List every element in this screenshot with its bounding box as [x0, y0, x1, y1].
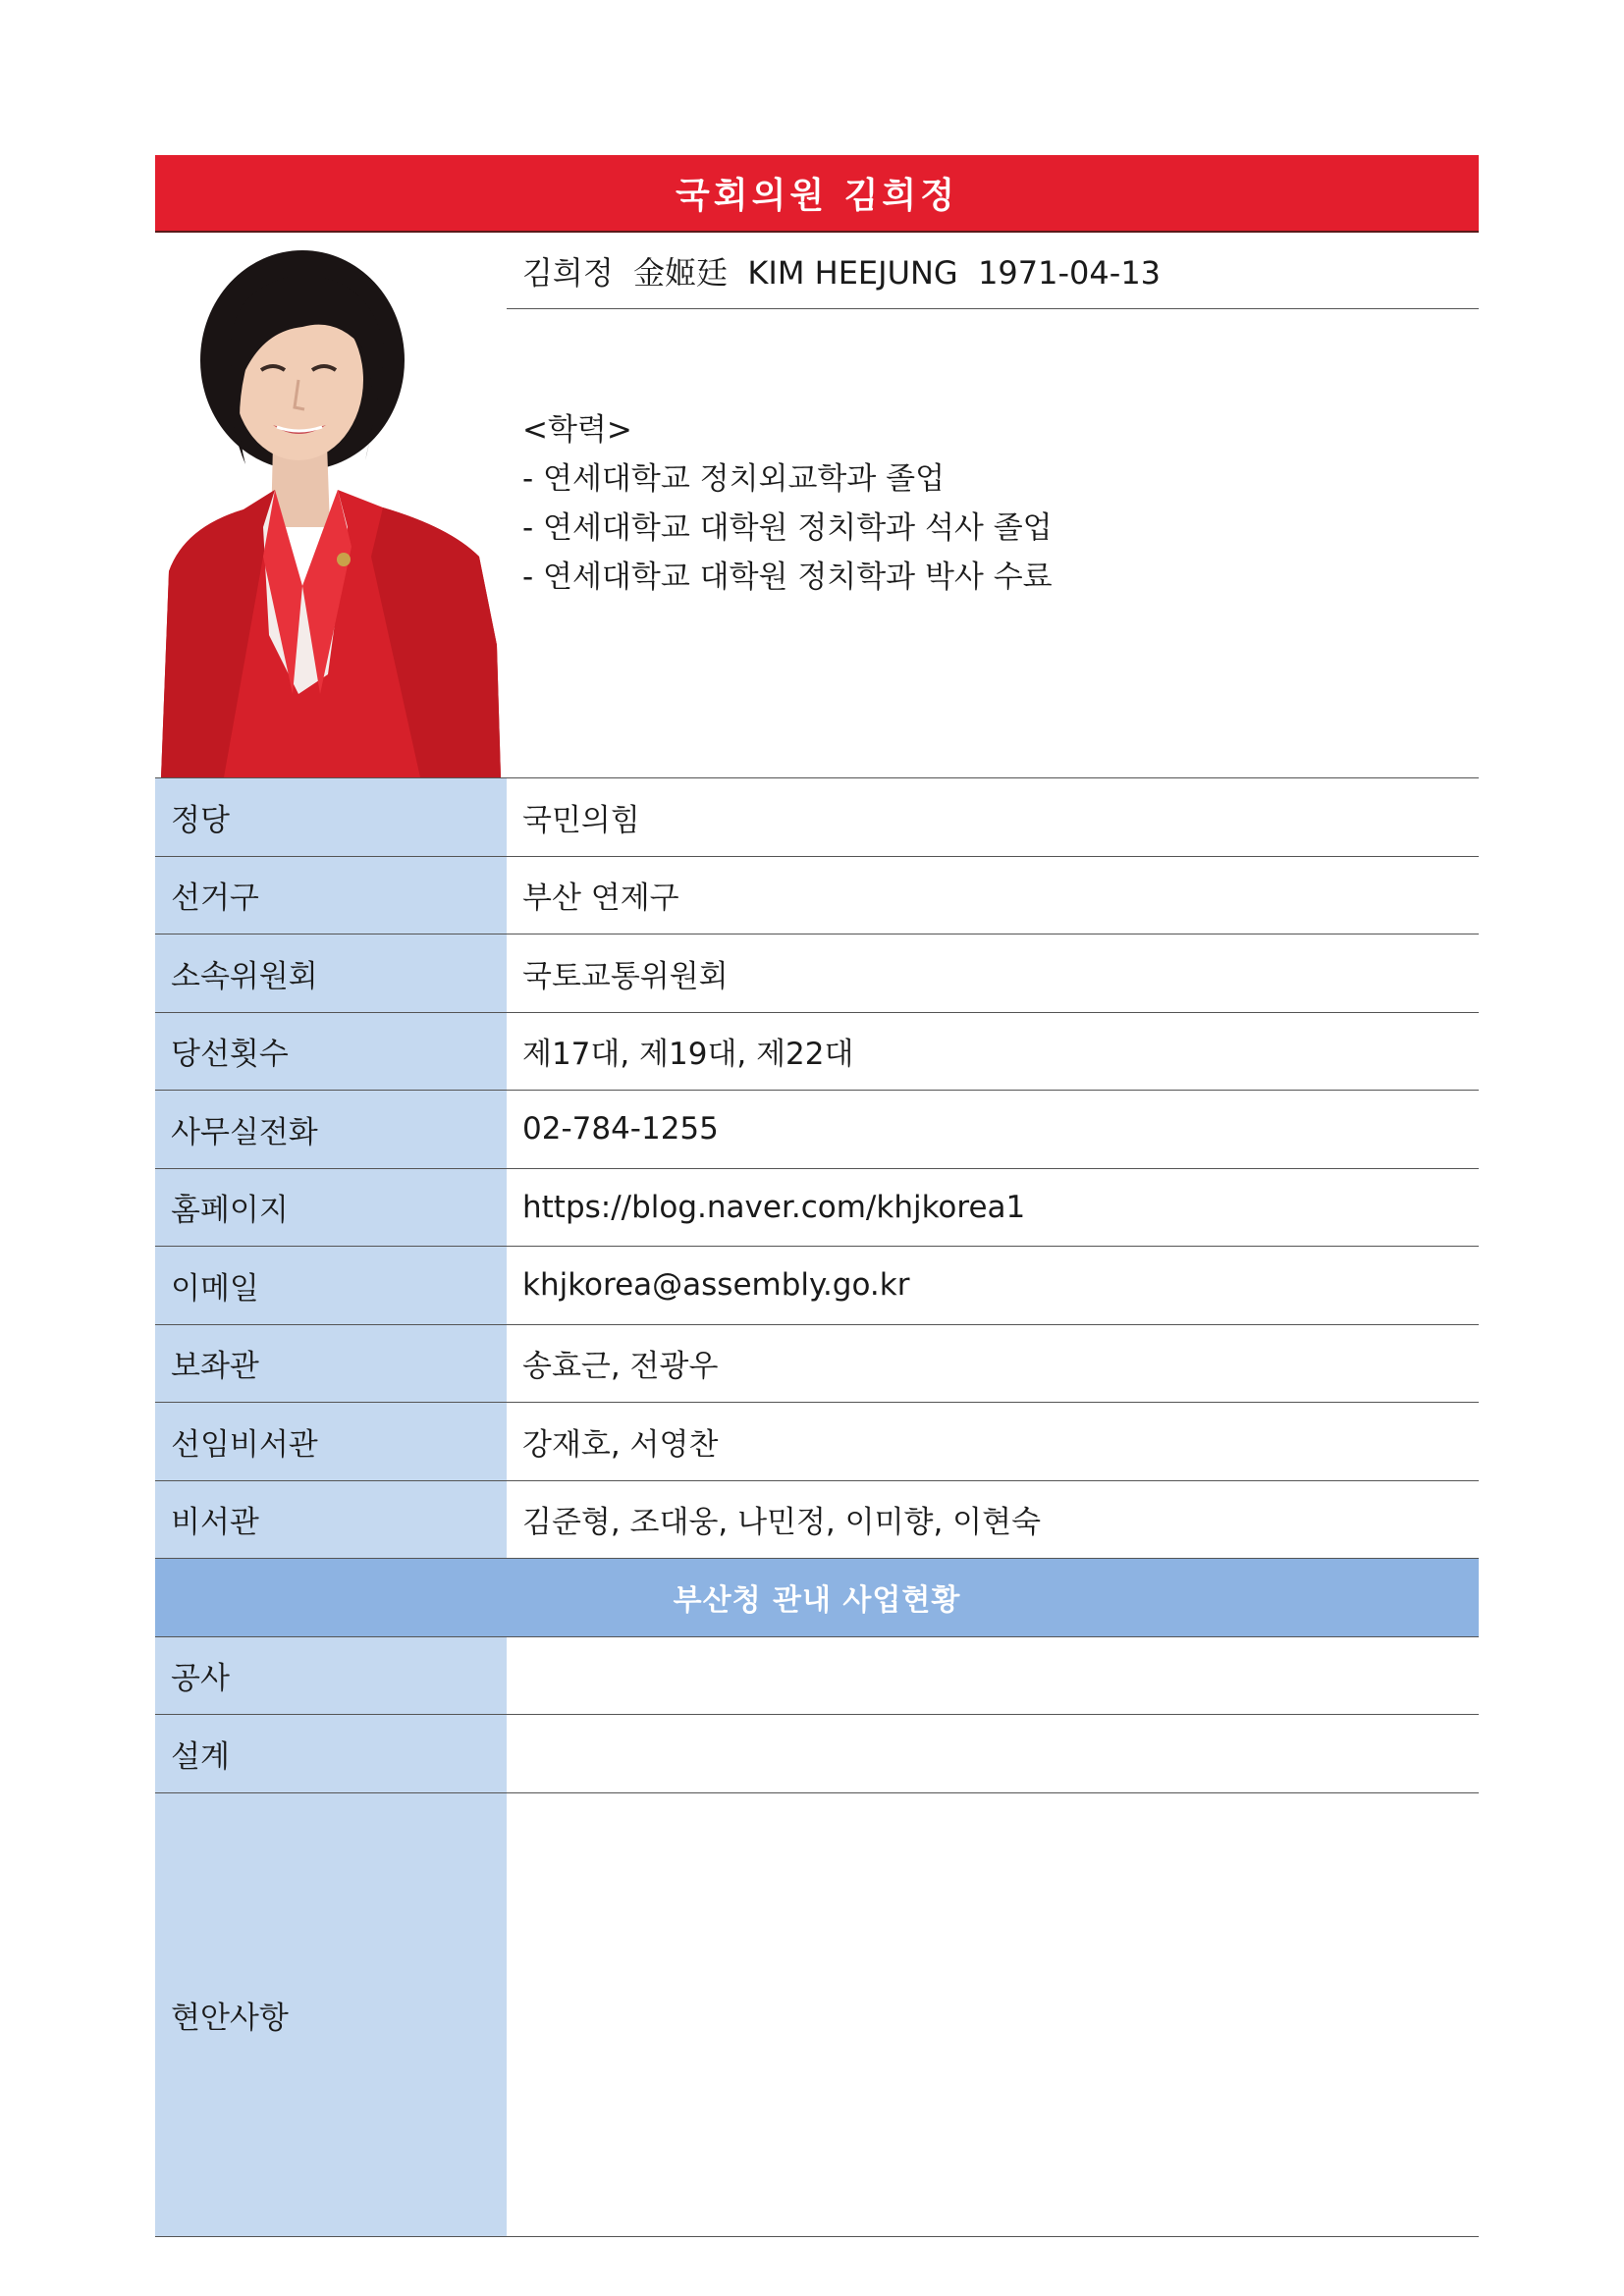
- education-item: - 연세대학교 대학원 정치학과 박사 수료: [522, 560, 1053, 595]
- education-block: [522, 405, 1053, 602]
- education-item: - 연세대학교 정치외교학과 졸업: [522, 461, 946, 497]
- row-value: 송효근, 전광우: [522, 1349, 719, 1385]
- info-row-senior-secretaries: [155, 1403, 1479, 1481]
- education-heading: <학력>: [522, 412, 632, 448]
- row-label: 홈페이지: [155, 1169, 507, 1247]
- row-label: 공사: [155, 1637, 507, 1715]
- info-row-terms: [155, 1013, 1479, 1092]
- info-row-aides: [155, 1325, 1479, 1404]
- info-row-secretaries: [155, 1481, 1479, 1560]
- row-label: 이메일: [155, 1247, 507, 1324]
- name-line: 김희정 金姬廷 KIM HEEJUNG 1971-04-13: [507, 233, 1479, 309]
- section-header: 부산청 관내 사업현황: [155, 1559, 1479, 1637]
- title-banner: 국회의원 김희정: [155, 155, 1479, 233]
- row-label: 당선횟수: [155, 1013, 507, 1091]
- email-link[interactable]: khjkorea@assembly.go.kr: [522, 1267, 910, 1304]
- project-row-construction: [155, 1637, 1479, 1716]
- info-row-committee: [155, 934, 1479, 1013]
- row-value: 부산 연제구: [522, 881, 679, 917]
- row-label: 선거구: [155, 857, 507, 934]
- info-row-email: [155, 1247, 1479, 1325]
- profile-block: [155, 233, 1479, 778]
- info-row-phone: [155, 1091, 1479, 1169]
- profile-sheet: [155, 155, 1479, 2237]
- row-label: 선임비서관: [155, 1403, 507, 1480]
- project-row-design: [155, 1715, 1479, 1793]
- portrait-photo-icon: [155, 233, 505, 777]
- homepage-link[interactable]: https://blog.naver.com/khjkorea1: [522, 1189, 1026, 1225]
- row-value: [507, 1793, 1479, 2236]
- row-label: 설계: [155, 1715, 507, 1792]
- project-row-issues: [155, 1793, 1479, 2237]
- row-value: 강재호, 서영찬: [522, 1426, 719, 1463]
- row-value: 국토교통위원회: [522, 958, 729, 994]
- row-value: [507, 1715, 1479, 1792]
- row-label: 사무실전화: [155, 1091, 507, 1168]
- info-row-district: [155, 857, 1479, 935]
- row-label: 소속위원회: [155, 934, 507, 1012]
- row-value: 02-784-1255: [522, 1111, 719, 1148]
- info-row-homepage: [155, 1169, 1479, 1248]
- row-label: 현안사항: [155, 1793, 507, 2236]
- row-label: 비서관: [155, 1481, 507, 1559]
- info-row-party: [155, 778, 1479, 857]
- row-value: 김준형, 조대웅, 나민정, 이미향, 이현숙: [522, 1505, 1042, 1541]
- row-label: 정당: [155, 778, 507, 856]
- row-value: [507, 1637, 1479, 1715]
- row-label: 보좌관: [155, 1325, 507, 1403]
- row-value: 국민의힘: [522, 802, 640, 838]
- education-item: - 연세대학교 대학원 정치학과 석사 졸업: [522, 510, 1053, 546]
- row-value: 제17대, 제19대, 제22대: [522, 1037, 854, 1073]
